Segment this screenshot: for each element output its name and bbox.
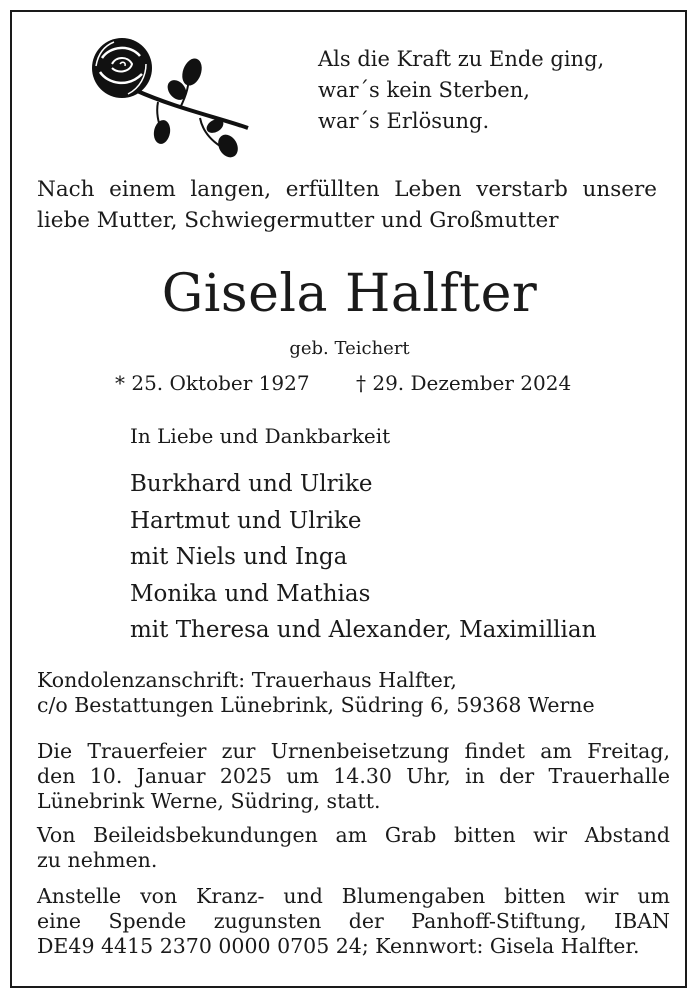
mourner-line: mit Theresa und Alexander, Maximillian — [130, 617, 597, 643]
donation-line: eine Spende zugunsten der Panhoff-Stiftung, IBAN — [37, 909, 670, 933]
donation-notice — [37, 884, 670, 959]
intro-text — [37, 174, 657, 236]
grave-notice — [37, 823, 670, 873]
poem-line: Als die Kraft zu Ende ging, — [318, 47, 605, 71]
mourners-list — [130, 466, 596, 649]
donation-line: Anstelle von Kranz- und Blumengaben bitten wir um — [37, 884, 670, 908]
condolence-address — [37, 668, 670, 718]
address-line: Kondolenzanschrift: Trauerhaus Halfter, — [37, 668, 457, 692]
grave-line: Von Beileidsbekundungen am Grab bitten wir Abstand — [37, 823, 670, 847]
ceremony-notice — [37, 739, 670, 814]
grave-line: zu nehmen. — [37, 848, 158, 872]
poem-line: war´s kein Sterben, — [318, 78, 530, 102]
mourner-line: Monika und Mathias — [130, 580, 371, 607]
maiden-name: geb. Teichert — [289, 338, 410, 359]
intro-line: liebe Mutter, Schwiegermutter und Großmutter — [37, 208, 559, 233]
ceremony-line: Die Trauerfeier zur Urnenbeisetzung findet am Freitag, — [37, 739, 670, 763]
poem-line: war´s Erlösung. — [318, 109, 490, 133]
address-line: c/o Bestattungen Lünebrink, Südring 6, 59368 Werne — [37, 693, 595, 717]
deceased-name: Gisela Halfter — [161, 264, 538, 324]
poem — [318, 44, 604, 137]
mourner-line: Hartmut und Ulrike — [130, 507, 362, 534]
mourner-line: Burkhard und Ulrike — [130, 471, 373, 497]
mourner-line: mit Niels und Inga — [130, 544, 348, 570]
birth-date: * 25. Oktober 1927 — [115, 371, 310, 395]
intro-line: Nach einem langen, erfüllten Leben verstarb unsere — [37, 177, 657, 202]
rose-icon — [80, 28, 250, 168]
mourners-heading: In Liebe und Dankbarkeit — [130, 424, 391, 448]
ceremony-line: den 10. Januar 2025 um 14.30 Uhr, in der Trauerhalle — [37, 764, 670, 788]
donation-line: DE49 4415 2370 0000 0705 24; Kennwort: Gisela Halfter. — [37, 934, 640, 958]
ceremony-line: Lünebrink Werne, Südring, statt. — [37, 789, 381, 813]
death-date: † 29. Dezember 2024 — [356, 371, 572, 395]
